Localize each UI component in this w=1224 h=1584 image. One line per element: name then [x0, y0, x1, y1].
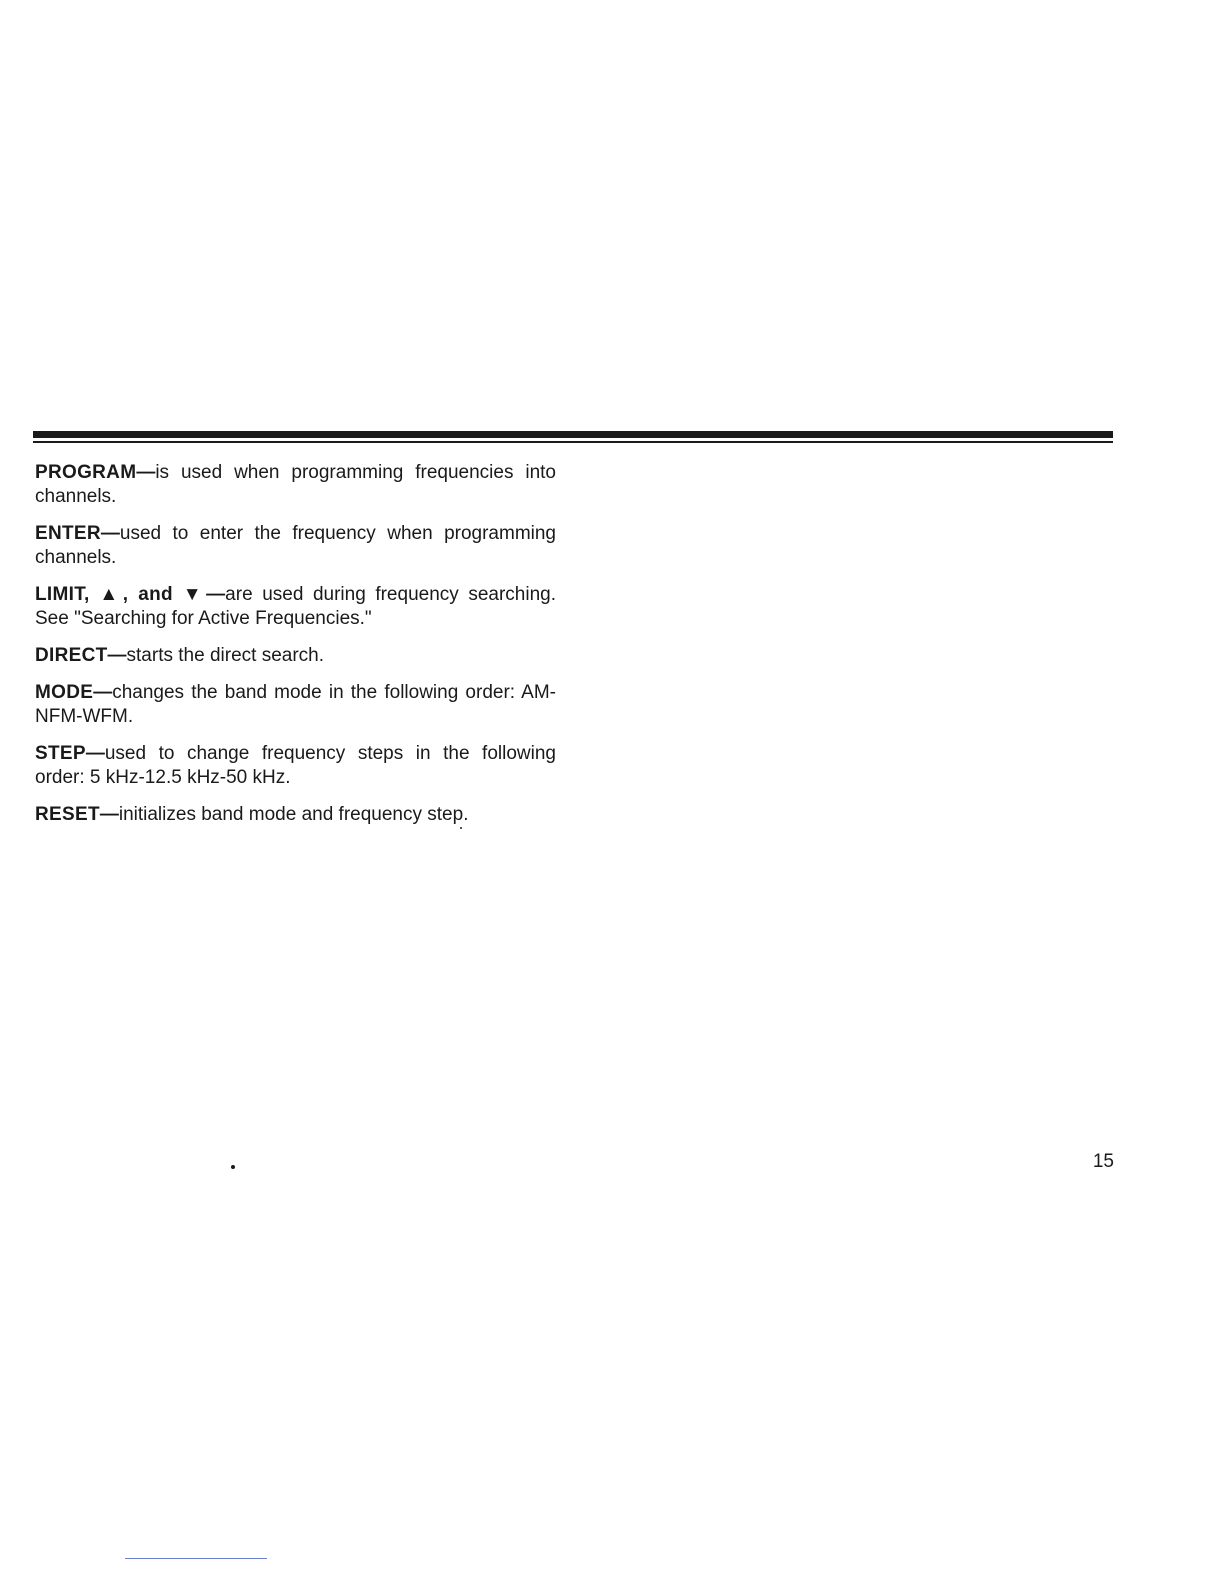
entry-dash: —	[107, 645, 127, 666]
header-rule-thick	[33, 431, 1113, 438]
entry-dash: —	[85, 743, 105, 764]
entry-dash: —	[93, 682, 113, 703]
entry-term: DIRECT	[35, 645, 108, 666]
entry-dash: —	[136, 462, 156, 483]
entry-text: used to enter the frequency when programming channels.	[35, 523, 556, 568]
scan-dot	[231, 1165, 235, 1169]
scan-speck	[460, 827, 462, 829]
entry-text: used to change frequency steps in the following order: 5 kHz-12.5 kHz-50 kHz.	[35, 743, 556, 788]
entry-term: MODE	[35, 682, 94, 703]
entry-text: is used when programming frequencies into channels.	[35, 462, 556, 507]
control-descriptions	[35, 461, 556, 840]
entry-dash: —	[206, 584, 226, 605]
entry-text: initializes band mode and frequency step.	[118, 804, 469, 825]
entry-step	[35, 742, 556, 790]
entry-term: LIMIT, ▲, and ▼	[35, 584, 207, 605]
entry-enter	[35, 522, 556, 570]
entry-direct	[35, 644, 556, 668]
entry-text: are used during frequency searching. See "Searching for Active Frequencies."	[35, 584, 556, 629]
header-rule-thin	[33, 441, 1113, 443]
entry-reset	[35, 803, 556, 827]
entry-mode	[35, 681, 556, 729]
entry-term: ENTER	[35, 523, 101, 544]
page-number: 15	[1092, 1151, 1114, 1172]
entry-limit	[35, 583, 556, 631]
entry-term: RESET	[35, 804, 100, 825]
footer-line	[125, 1558, 267, 1559]
entry-term: PROGRAM	[35, 462, 137, 483]
entry-dash: —	[100, 523, 120, 544]
entry-program	[35, 461, 556, 509]
entry-term: STEP	[35, 743, 86, 764]
entry-text: starts the direct search.	[126, 645, 324, 666]
entry-dash: —	[99, 804, 119, 825]
entry-text: changes the band mode in the following order: AM-NFM-WFM.	[35, 682, 556, 727]
